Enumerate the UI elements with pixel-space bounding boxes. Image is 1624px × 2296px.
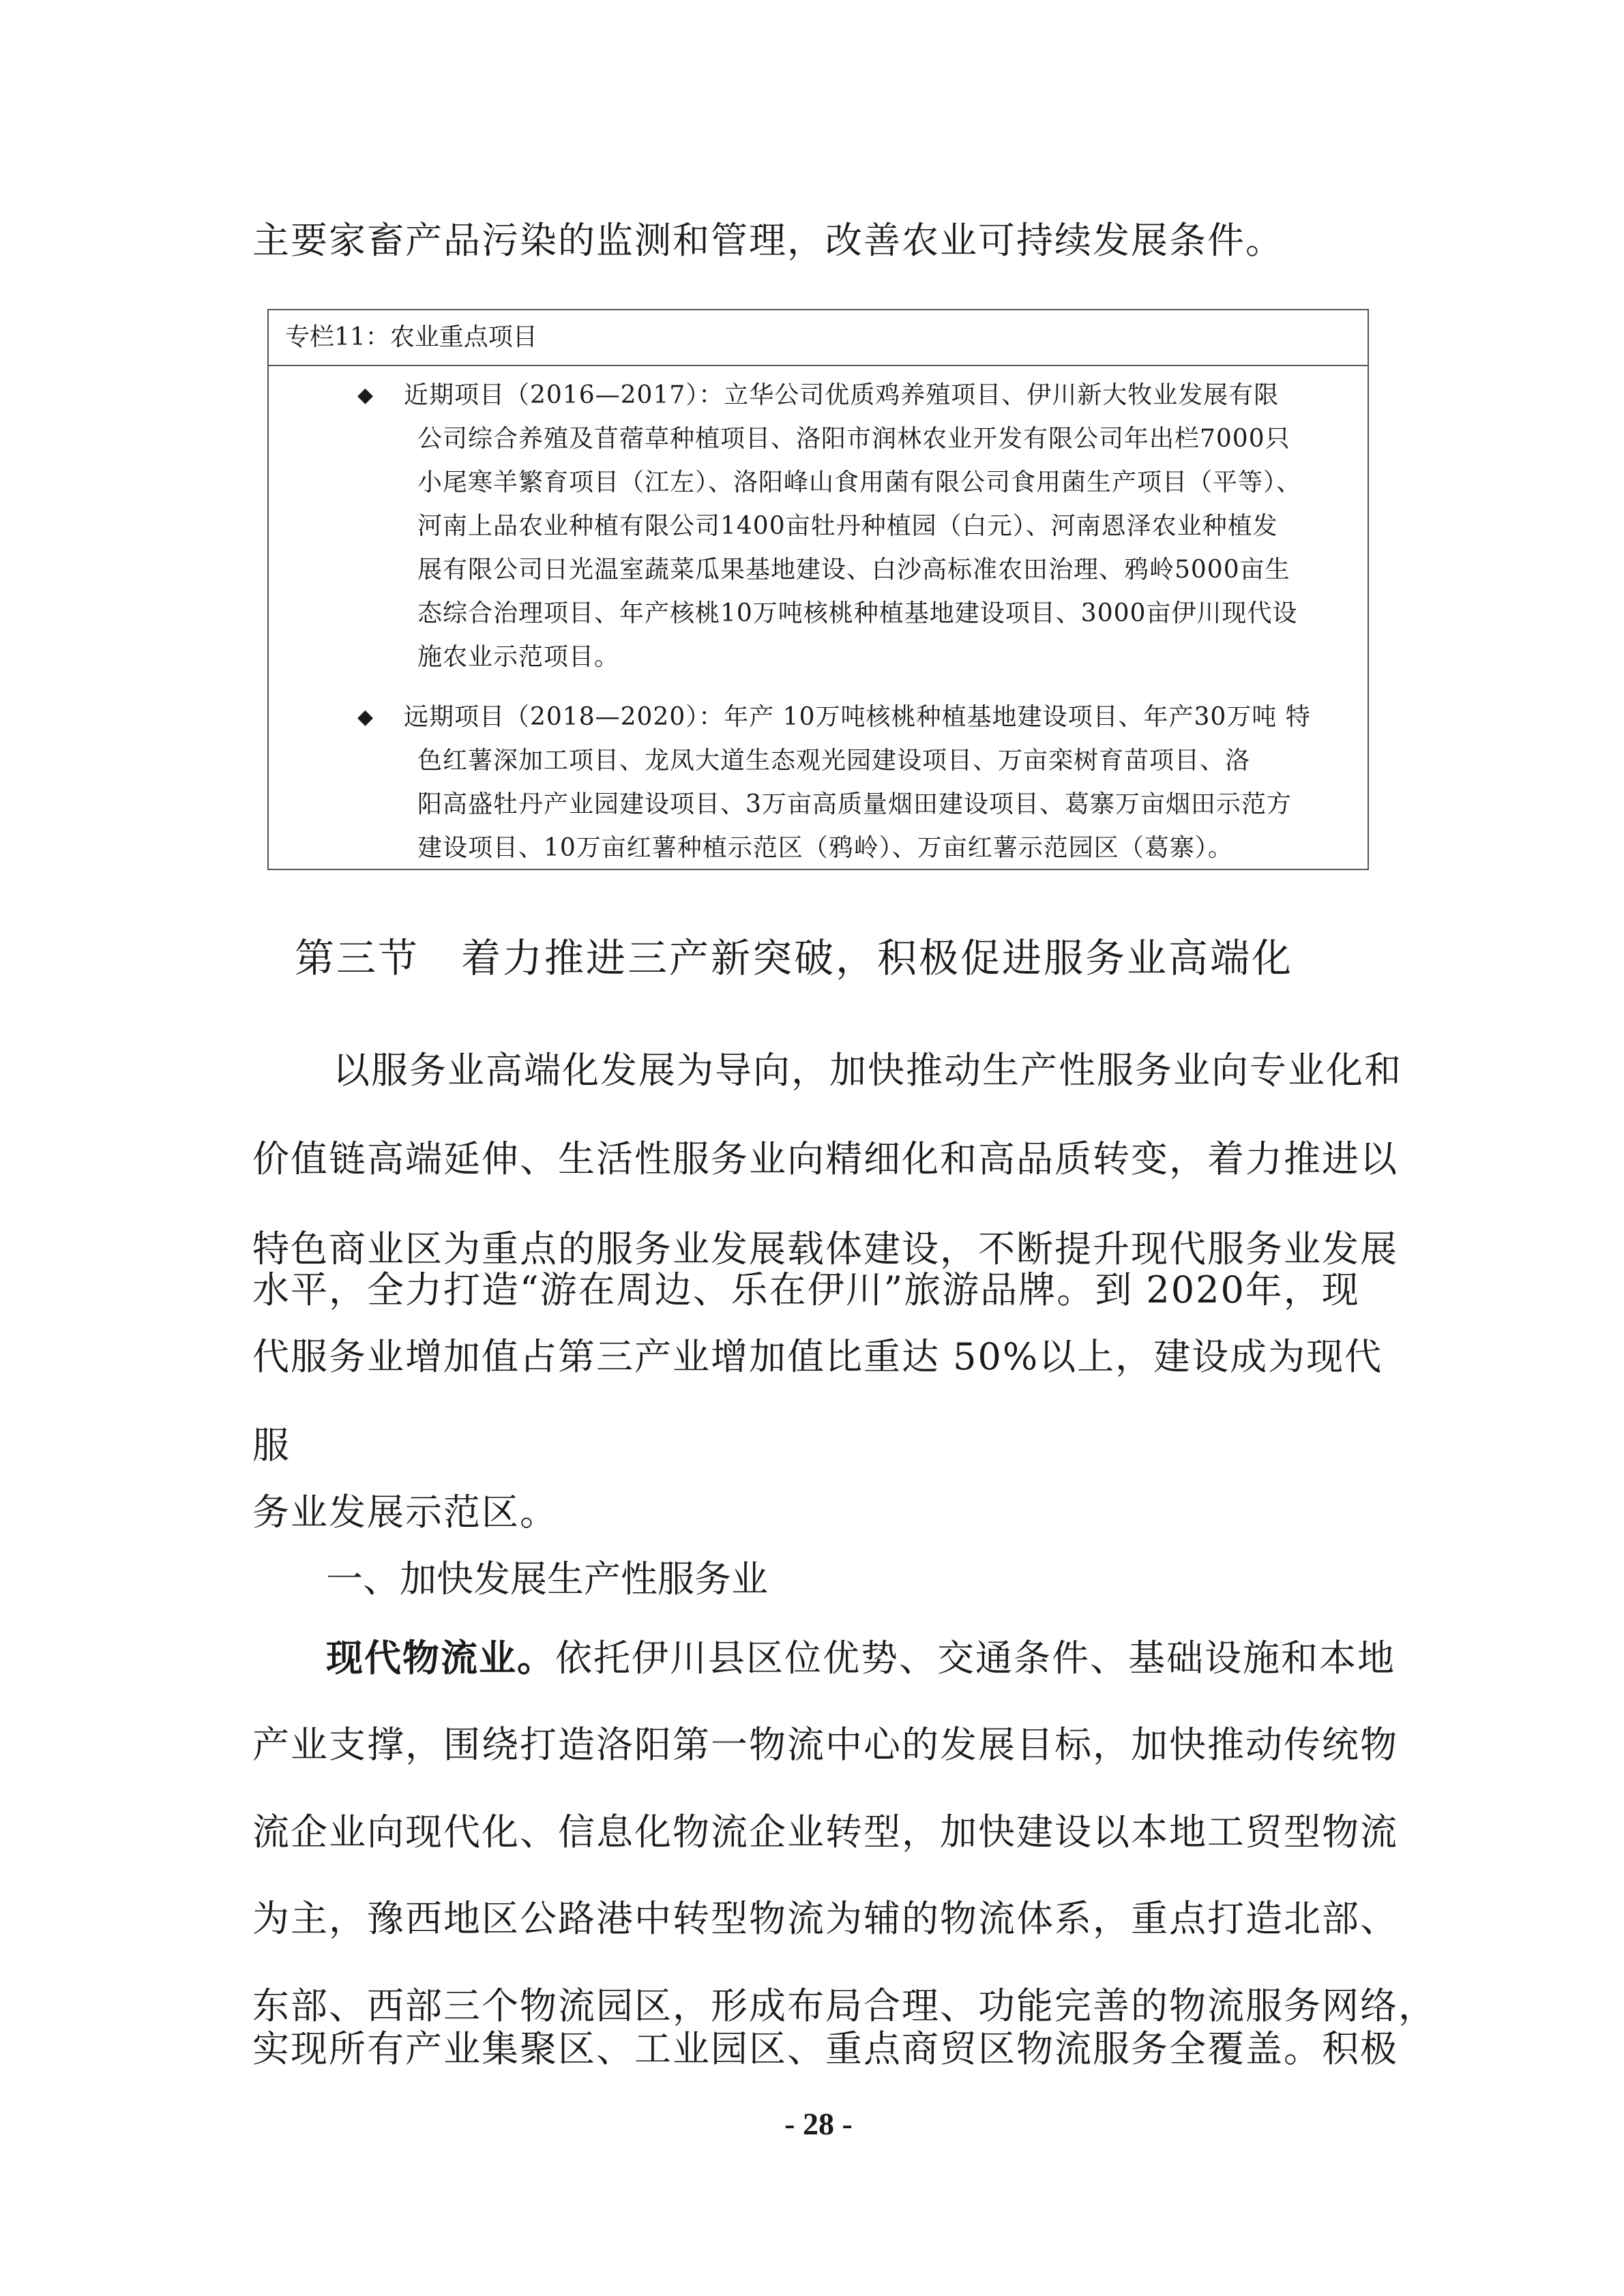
paragraph-line: 产业支撑，围绕打造洛阳第一物流中心的发展目标，加快推动传统物 <box>252 1723 1398 1766</box>
near-term-line: 展有限公司日光温室蔬菜瓜果基地建设、白沙高标准农田治理、鸦岭5000亩生 <box>417 556 1290 584</box>
near-term-line: 施农业示范项目。 <box>417 643 620 671</box>
diamond-bullet-icon: ◆ <box>357 383 374 407</box>
paragraph-line: 务业发展示范区。 <box>252 1491 558 1534</box>
long-term-line: 远期项目（2018—2020）：年产 10万吨核桃种植基地建设项目、年产30万吨 特 <box>404 703 1311 731</box>
near-term-line: 近期项目（2016—2017）：立华公司优质鸡养殖项目、伊川新大牧业发展有限 <box>404 381 1280 409</box>
paragraph-line: 水平，全力打造“游在周边、乐在伊川”旅游品牌。到 2020年，现 <box>252 1268 1360 1311</box>
paragraph-text: 依托伊川县区位优势、交通条件、基础设施和本地 <box>555 1637 1396 1680</box>
paragraph-line: 特色商业区为重点的服务业发展载体建设，不断提升现代服务业发展 <box>252 1227 1398 1270</box>
near-term-line: 小尾寒羊繁育项目（江左）、洛阳峰山食用菌有限公司食用菌生产项目（平等）、 <box>417 468 1302 496</box>
box-header <box>269 310 1368 366</box>
intro-line: 主要家畜产品污染的监测和管理，改善农业可持续发展条件。 <box>252 219 1284 262</box>
sub-heading: 一、加快发展生产性服务业 <box>326 1557 768 1600</box>
paragraph-line: 以服务业高端化发展为导向，加快推动生产性服务业向专业化和 <box>333 1049 1402 1092</box>
section-title: 第三节 着力推进三产新突破，积极促进服务业高端化 <box>295 935 1294 981</box>
paragraph-line: 流企业向现代化、信息化物流企业转型，加快建设以本地工贸型物流 <box>252 1810 1398 1853</box>
paragraph-line: 代服务业增加值占第三产业增加值比重达 50%以上，建设成为现代 <box>252 1335 1383 1378</box>
near-term-line: 河南上品农业种植有限公司1400亩牡丹种植园（白元）、河南恩泽农业种植发 <box>417 512 1278 540</box>
bold-lead: 现代物流业。 <box>326 1636 555 1680</box>
paragraph-line: 东部、西部三个物流园区，形成布局合理、功能完善的物流服务网络， <box>252 1984 1436 2027</box>
near-term-line: 态综合治理项目、年产核桃10万吨核桃种植基地建设项目、3000亩伊川现代设 <box>417 599 1298 627</box>
long-term-line: 色红薯深加工项目、龙凤大道生态观光园建设项目、万亩栾树育苗项目、洛 <box>417 747 1251 775</box>
paragraph-line: 价值链高端延伸、生活性服务业向精细化和高品质转变，着力推进以 <box>252 1137 1398 1180</box>
near-term-line: 公司综合养殖及苜蓿草种植项目、洛阳市润林农业开发有限公司年出栏7000只 <box>417 425 1290 453</box>
page-number: - 28 - <box>784 2106 853 2141</box>
diamond-bullet-icon: ◆ <box>357 705 374 729</box>
box-title: 专栏11：农业重点项目 <box>285 323 537 351</box>
paragraph-line: 实现所有产业集聚区、工业园区、重点商贸区物流服务全覆盖。积极 <box>252 2027 1398 2070</box>
paragraph-line: 为主，豫西地区公路港中转型物流为辅的物流体系，重点打造北部、 <box>252 1897 1398 1940</box>
long-term-line: 建设项目、10万亩红薯种植示范区（鸦岭）、万亩红薯示范园区（葛寨）。 <box>417 834 1233 862</box>
paragraph-line <box>326 1634 1396 1682</box>
long-term-line: 阳高盛牡丹产业园建设项目、3万亩高质量烟田建设项目、葛寨万亩烟田示范方 <box>417 790 1292 818</box>
paragraph-line: 服 <box>252 1424 291 1467</box>
